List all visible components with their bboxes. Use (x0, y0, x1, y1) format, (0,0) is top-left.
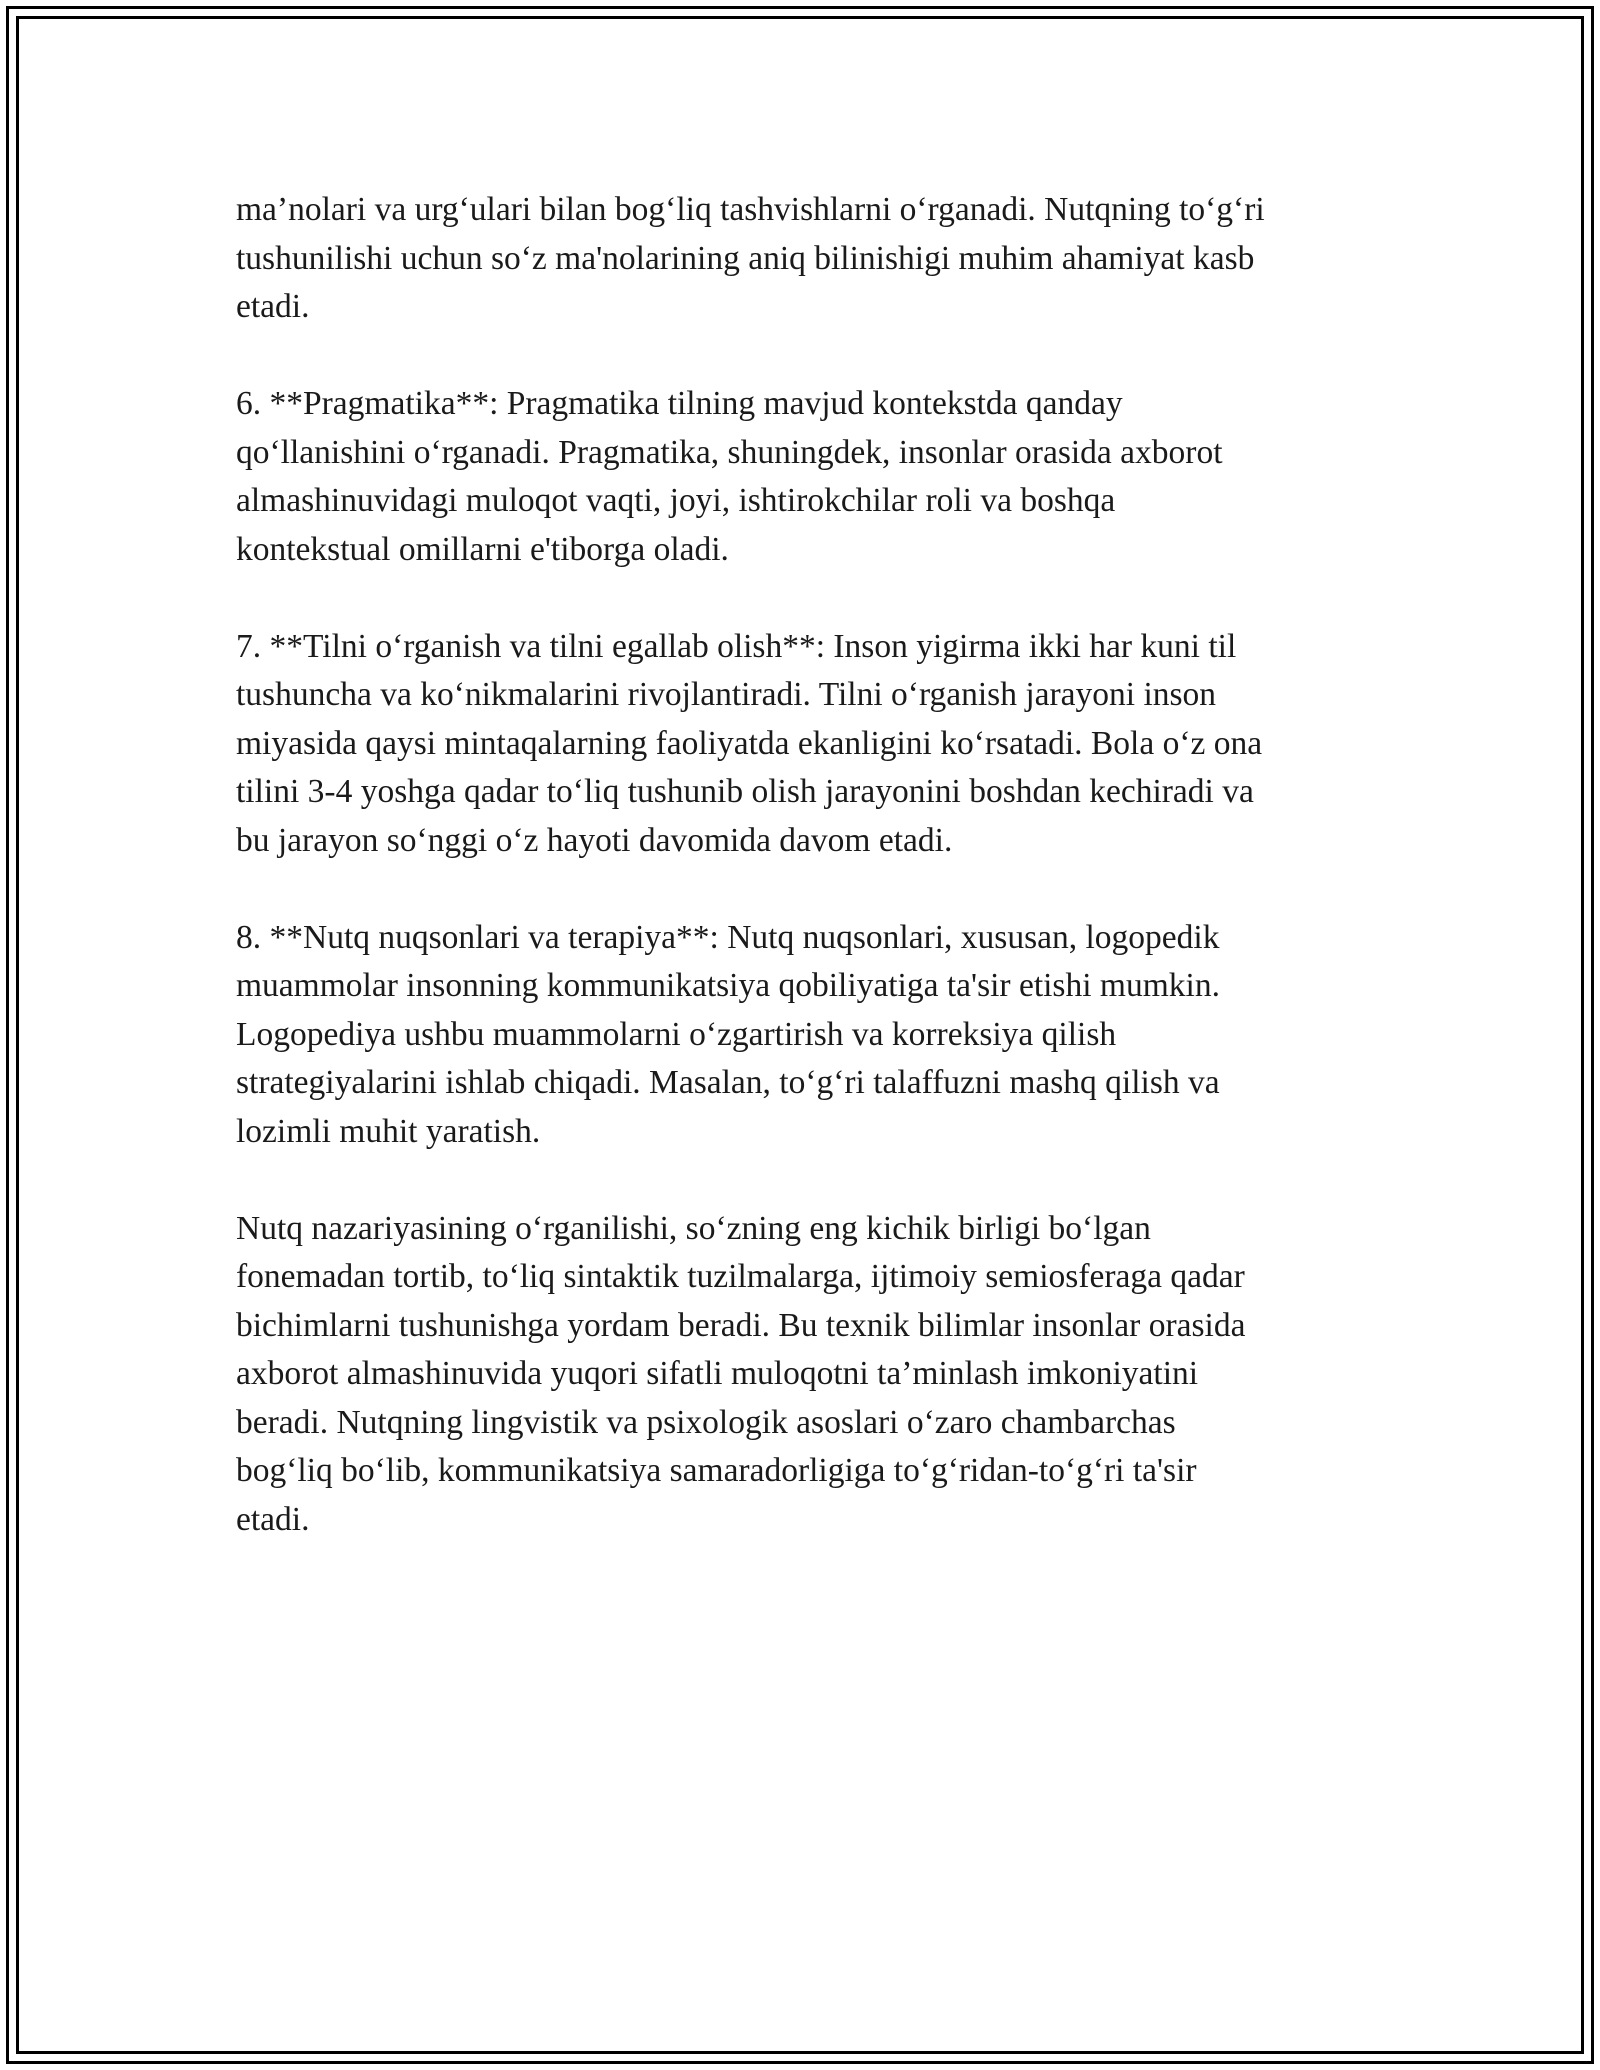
paragraph-nutq-nuqsonlari: 8. **Nutq nuqsonlari va terapiya**: Nutq nuqsonlari, xususan, logopedik muammolar insonning kommunikatsiya qobiliyatiga ta'sir etishi mumkin. Logopediya ushbu muammolarni o‘zgartirish va korreksiya qilish strategiyalarini ishlab chiqadi. Masalan, to‘g‘ri talaffuzni mashq qilish va lozimli muhit yaratish. (236, 918, 1220, 1150)
paragraph-conclusion: Nutq nazariyasining o‘rganilishi, so‘zning eng kichik birligi bo‘lgan fonemadan tortib, to‘liq sintaktik tuzilmalarga, ijtimoiy semiosferaga qadar bichimlarni tushunishga yordam beradi. Bu texnik bilimlar insonlar orasida axborot almashinuvida yuqori sifatli muloqotni ta’minlash imkoniyatini beradi. Nutqning lingvistik va psixologik asoslari o‘zaro chambarchas bog‘liq bo‘lib, kommunikatsiya samaradorligiga to‘g‘ridan-to‘g‘ri ta'sir etadi. (236, 1209, 1246, 1538)
paragraph-pragmatika: 6. **Pragmatika**: Pragmatika tilning mavjud kontekstda qanday qo‘llanishini o‘rganadi. Pragmatika, shuningdek, insonlar orasida axborot almashinuvidagi muloqot vaqti, joyi, ishtirokchilar roli va boshqa kontekstual omillarni e'tiborga oladi. (236, 385, 1223, 568)
document-body (236, 186, 1376, 1593)
paragraph-tilni-organish: 7. **Tilni o‘rganish va tilni egallab olish**: Inson yigirma ikki har kuni til tushuncha va ko‘nikmalarini rivojlantiradi. Tilni o‘rganish jarayoni inson miyasida qaysi mintaqalarning faoliyatda ekanligini ko‘rsatadi. Bola o‘z ona tilini 3-4 yoshga qadar to‘liq tushunib olish jarayonini boshdan kechiradi va bu jarayon so‘nggi o‘z hayoti davomida davom etadi. (236, 627, 1263, 859)
paragraph-continuation: ma’nolari va urg‘ulari bilan bog‘liq tashvishlarni o‘rganadi. Nutqning to‘g‘ri tushunilishi uchun so‘z ma'nolarining aniq bilinishigi muhim ahamiyat kasb etadi. (236, 191, 1265, 325)
